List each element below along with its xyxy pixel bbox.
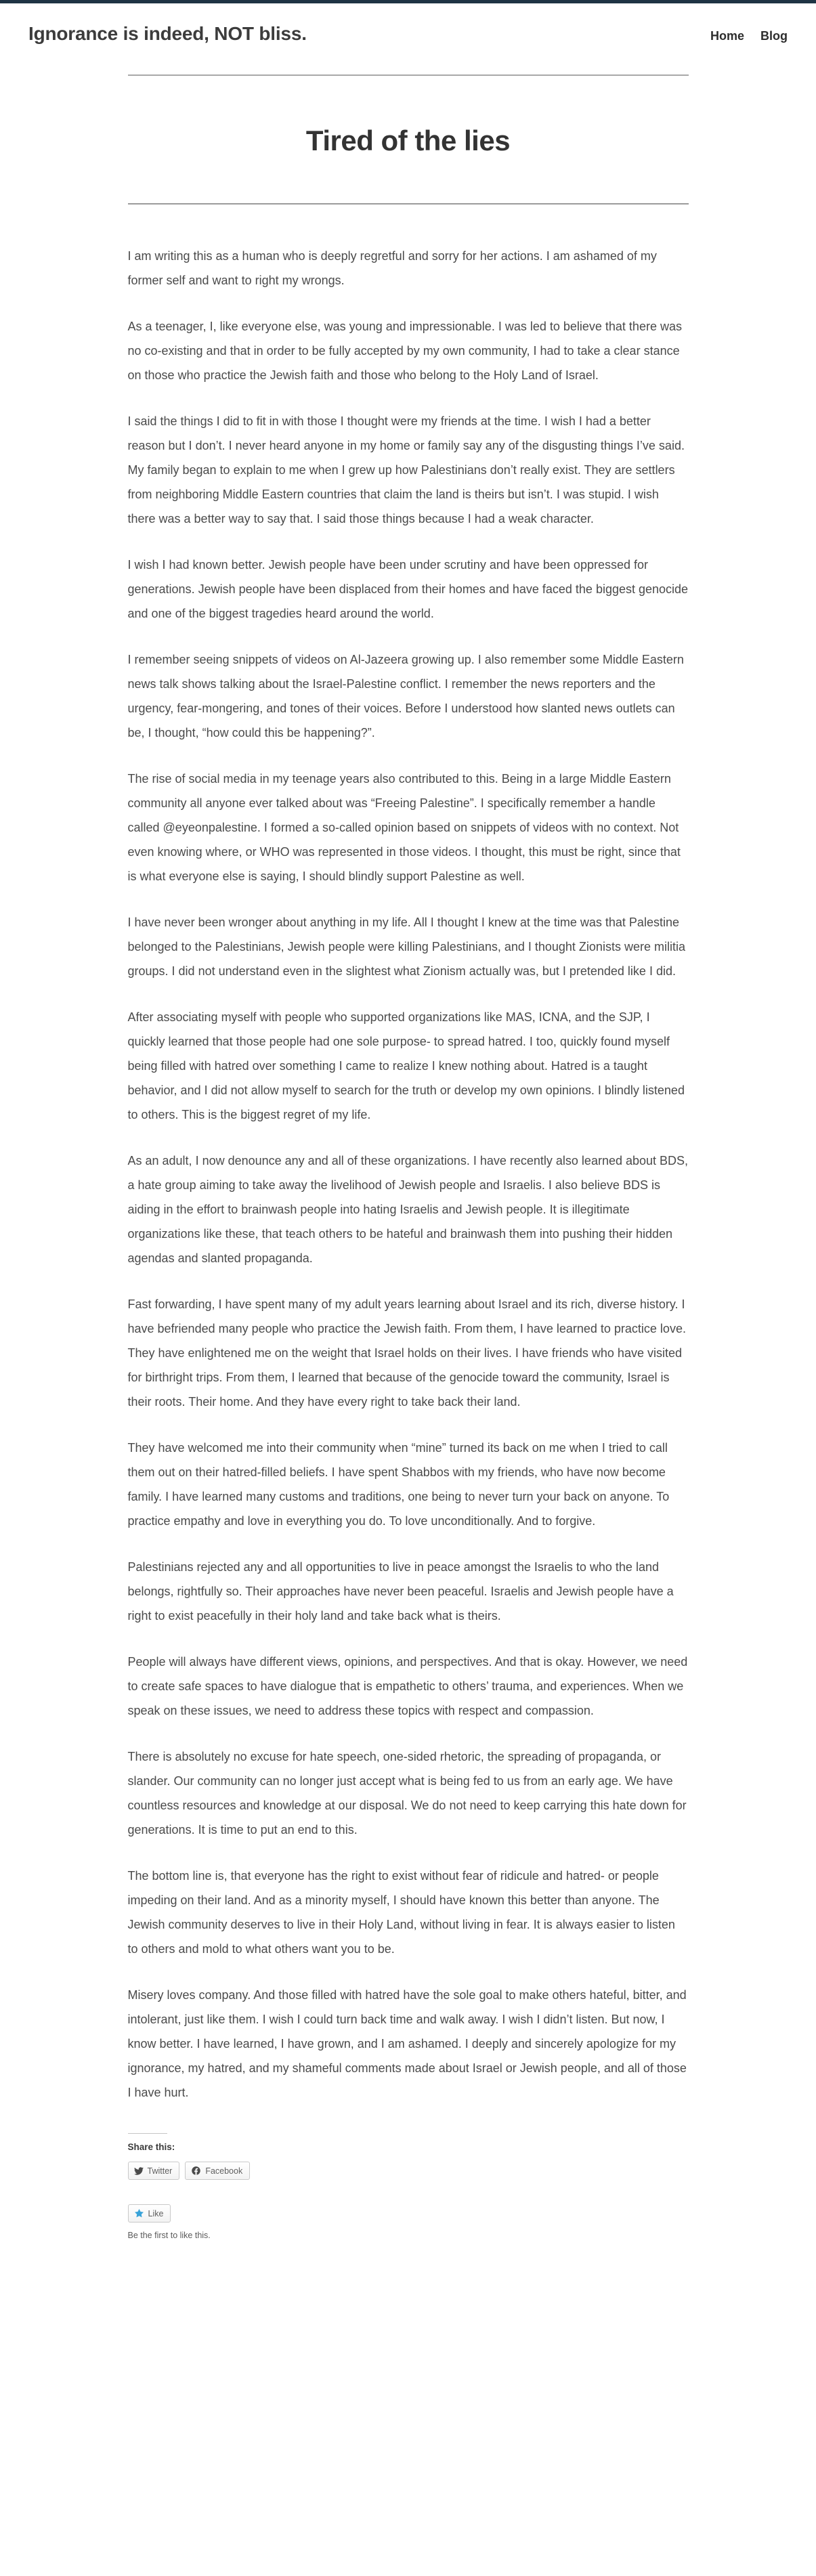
nav-link-home[interactable]: Home [710,29,744,43]
share-facebook-label: Facebook [205,2166,243,2176]
article-paragraph: As a teenager, I, like everyone else, was young and impressionable. I was led to believe that there was no co-existing and that in order to be fully accepted by my own community, I had to take a clear stance on those who practice the Jewish faith and those who belong to the Holy Land of Israel. [127,320,682,382]
article-paragraph: They have welcomed me into their community when “mine” turned its back on me when I tried to call them out on their hatred-filled beliefs. I have spent Shabbos with my friends, who have now become family. I have learned many customs and traditions, one being to never turn your back on anyone. To practice empathy and love in everything you do. To love unconditionally. And to forgive. [127,1441,670,1528]
article-paragraph: I said the things I did to fit in with those I thought were my friends at the time. I wish I had a better reason but I don’t. I never heard anyone in my home or family say any of the disgusting things I’ve said. My family began to explain to me when I grew up how Palestinians don’t really exist. They are settlers from neighboring Middle Eastern countries that claim the land is theirs but isn’t. I was stupid. I wish there was a better way to say that. I said those things because I had a weak character. [127,414,685,525]
article-paragraph: I am writing this as a human who is deeply regretful and sorry for her actions. I am ashamed of my former self and want to right my wrongs. [127,249,657,287]
share-divider [128,2133,167,2134]
article-paragraph: People will always have different views, opinions, and perspectives. And that is okay. However, we need to create safe spaces to have dialogue that is empathetic to others’ trauma, and experiences. When we speak on these issues, we need to address these topics with respect and compassion. [127,1655,688,1717]
share-twitter-button[interactable] [128,2162,180,2180]
header-divider [128,74,689,76]
article-paragraph: As an adult, I now denounce any and all of these organizations. I have recently also learned about BDS, a hate group aiming to take away the livelihood of Jewish people and Israelis. I also believe BDS is aiding in the effort to brainwash people into hating Israelis and Jewish people. It is illegitimate organizations like these, that teach others to be hateful and brainwash them into pushing their hidden agendas and slanted propaganda. [127,1154,689,1265]
article-paragraph: Fast forwarding, I have spent many of my adult years learning about Israel and its rich, diverse history. I have befriended many people who practice the Jewish faith. From them, I have learned to practice love. They have enlightened me on the weight that Israel holds on their lives. I have friends who have visited for birthright trips. From them, I learned that because of the genocide toward the community, Israel is their roots. Their home. And they have every right to take back their land. [127,1297,686,1409]
like-star-icon [134,2208,144,2218]
share-section [128,2133,689,2255]
twitter-bird-icon [134,2166,144,2176]
post-content [128,244,689,2105]
share-this-label: Share this: [127,2142,175,2152]
article-paragraph: I wish I had known better. Jewish people have been under scrutiny and have been oppressed for generations. Jewish people have been displaced from their homes and have faced the biggest genocide and one of the biggest tragedies heard around the world. [127,558,689,620]
title-divider [128,203,689,205]
article-paragraph: Misery loves company. And those filled with hatred have the sole goal to make others hateful, bitter, and intolerant, just like them. I wish I could turn back time and walk away. I wish I didn’t listen. But now, I know better. I have learned, I have grown, and I am ashamed. I deeply and sincerely apologize for my ignorance, my hatred, and my shameful comments made about Israel or Jewish people, and all of those I have hurt. [127,1988,687,2099]
primary-nav [710,29,788,43]
post-title: Tired of the lies [305,125,511,156]
nav-link-blog[interactable]: Blog [760,29,788,43]
article-paragraph: I remember seeing snippets of videos on Al-Jazeera growing up. I also remember some Middle Eastern news talk shows talking about the Israel-Palestine conflict. I remember the news reporters and the urgency, fear-mongering, and tones of their voices. Before I understood how slanted news outlets can be, I thought, “how could this be happening?”. [127,653,684,739]
share-facebook-button[interactable] [185,2162,250,2180]
site-title[interactable]: Ignorance is indeed, NOT bliss. [28,23,307,44]
article-paragraph: Palestinians rejected any and all opportunities to live in peace amongst the Israelis to who the land belongs, rightfully so. Their approaches have never been peaceful. Israelis and Jewish people have a right to exist peacefully in their holy land and take back what is theirs. [127,1560,674,1623]
article-paragraph: The rise of social media in my teenage years also contributed to this. Being in a large Middle Eastern community all anyone ever talked about was “Freeing Palestine”. I specifically remember a handle called @eyeonpalestine. I formed a so-called opinion based on snippets of videos with no context. Not even knowing where, or WHO was represented in those videos. I thought, this must be right, since that is what everyone else is saying, I should blindly support Palestine as well. [127,772,681,883]
like-button[interactable] [128,2204,171,2223]
facebook-icon [191,2166,201,2176]
like-row [128,2204,689,2240]
share-twitter-label: Twitter [147,2166,173,2176]
site-header [28,22,788,45]
article-paragraph: There is absolutely no excuse for hate speech, one-sided rhetoric, the spreading of propaganda, or slander. Our community can no longer just accept what is being fed to us from an early age. We have countless resources and knowledge at our disposal. We do not need to keep carrying this hate down for generations. It is time to put an end to this. [127,1750,687,1837]
article-paragraph: After associating myself with people who supported organizations like MAS, ICNA, and the SJP, I quickly learned that those people had one sole purpose- to spread hatred. I too, quickly found myself being filled with hatred over something I came to realize I knew nothing about. Hatred is a taught behavior, and I did not allow myself to search for the truth or develop my own opinions. I blindly listened to others. This is the biggest regret of my life. [127,1010,685,1121]
article-paragraph: I have never been wronger about anything in my life. All I thought I knew at the time was that Palestine belonged to the Palestinians, Jewish people were killing Palestinians, and I thought Zionists were militia groups. I did not understand even in the slightest what Zionism actually was, but I pretended like I did. [127,916,685,978]
article-paragraph: The bottom line is, that everyone has the right to exist without fear of ridicule and hatred- or people impeding on their land. And as a minority myself, I should have known this better than anyone. The Jewish community deserves to live in their Holy Land, without living in fear. It is always easier to listen to others and mold to what others want you to be. [127,1869,675,1956]
like-button-label: Like [148,2208,164,2218]
top-accent-bar [0,0,816,3]
like-status-text: Be the first to like this. [127,2231,211,2240]
share-buttons [128,2162,689,2180]
